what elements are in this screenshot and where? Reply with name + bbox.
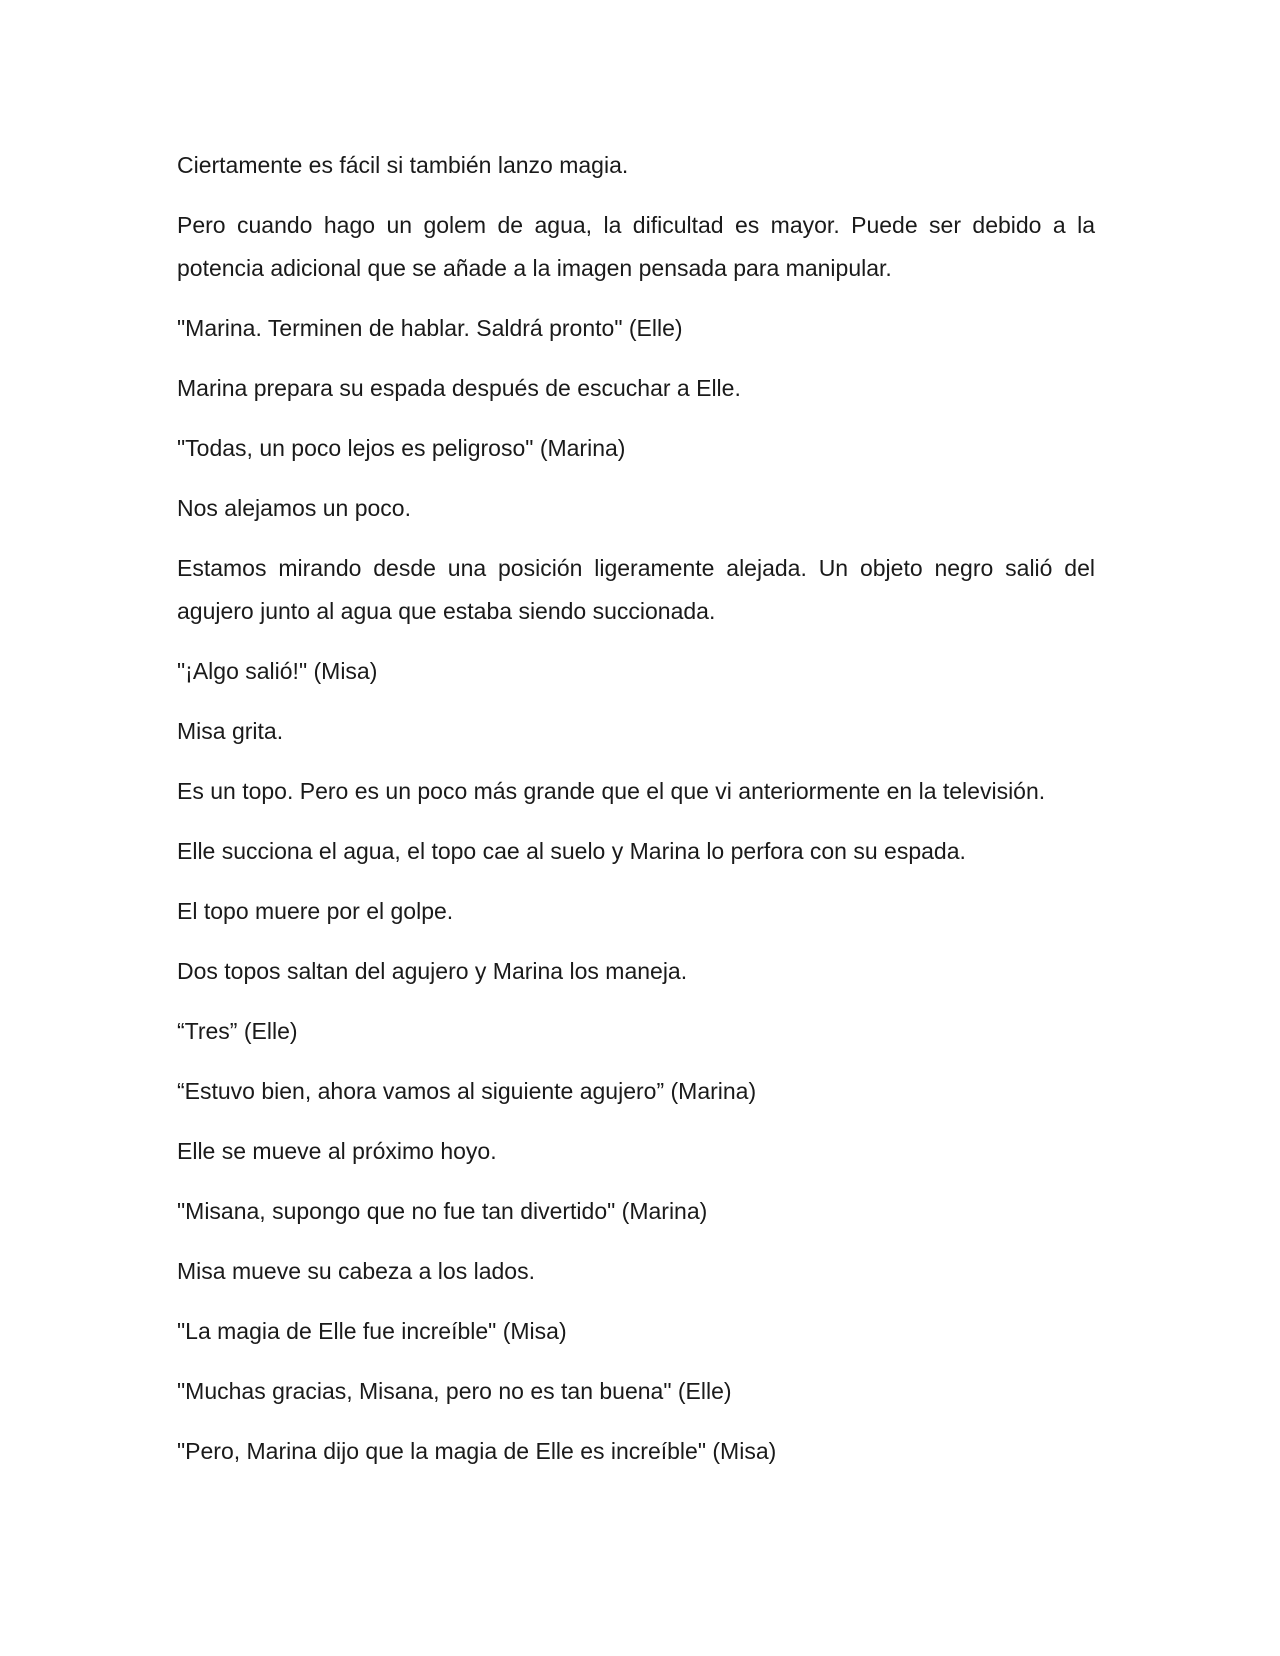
paragraph: "¡Algo salió!" (Misa) (177, 658, 378, 684)
paragraph: "Muchas gracias, Misana, pero no es tan buena" (Elle) (177, 1378, 732, 1404)
document-page (177, 144, 1095, 1490)
paragraph: Elle se mueve al próximo hoyo. (177, 1138, 497, 1164)
paragraph: Nos alejamos un poco. (177, 495, 411, 521)
paragraph: "Todas, un poco lejos es peligroso" (Marina) (177, 435, 626, 461)
paragraph: “Tres” (Elle) (177, 1018, 298, 1044)
paragraph: "Pero, Marina dijo que la magia de Elle es increíble" (Misa) (177, 1438, 777, 1464)
paragraph: Elle succiona el agua, el topo cae al suelo y Marina lo perfora con su espada. (177, 838, 966, 864)
paragraph: Estamos mirando desde una posición ligeramente alejada. Un objeto negro salió del agujero junto al agua que estaba siendo succionada. (177, 555, 1095, 624)
paragraph: Es un topo. Pero es un poco más grande que el que vi anteriormente en la televisión. (177, 778, 1046, 804)
paragraph: Misa mueve su cabeza a los lados. (177, 1258, 535, 1284)
paragraph: Marina prepara su espada después de escuchar a Elle. (177, 375, 741, 401)
paragraph: El topo muere por el golpe. (177, 898, 454, 924)
paragraph: Ciertamente es fácil si también lanzo magia. (177, 152, 629, 178)
paragraph: Pero cuando hago un golem de agua, la dificultad es mayor. Puede ser debido a la potencia adicional que se añade a la imagen pensada para manipular. (177, 212, 1095, 281)
paragraph: "La magia de Elle fue increíble" (Misa) (177, 1318, 567, 1344)
paragraph: "Marina. Terminen de hablar. Saldrá pronto" (Elle) (177, 315, 683, 341)
paragraph: Dos topos saltan del agujero y Marina los maneja. (177, 958, 688, 984)
paragraph: Misa grita. (177, 718, 284, 744)
paragraph: "Misana, supongo que no fue tan divertido" (Marina) (177, 1198, 708, 1224)
paragraph: “Estuvo bien, ahora vamos al siguiente agujero” (Marina) (177, 1078, 757, 1104)
